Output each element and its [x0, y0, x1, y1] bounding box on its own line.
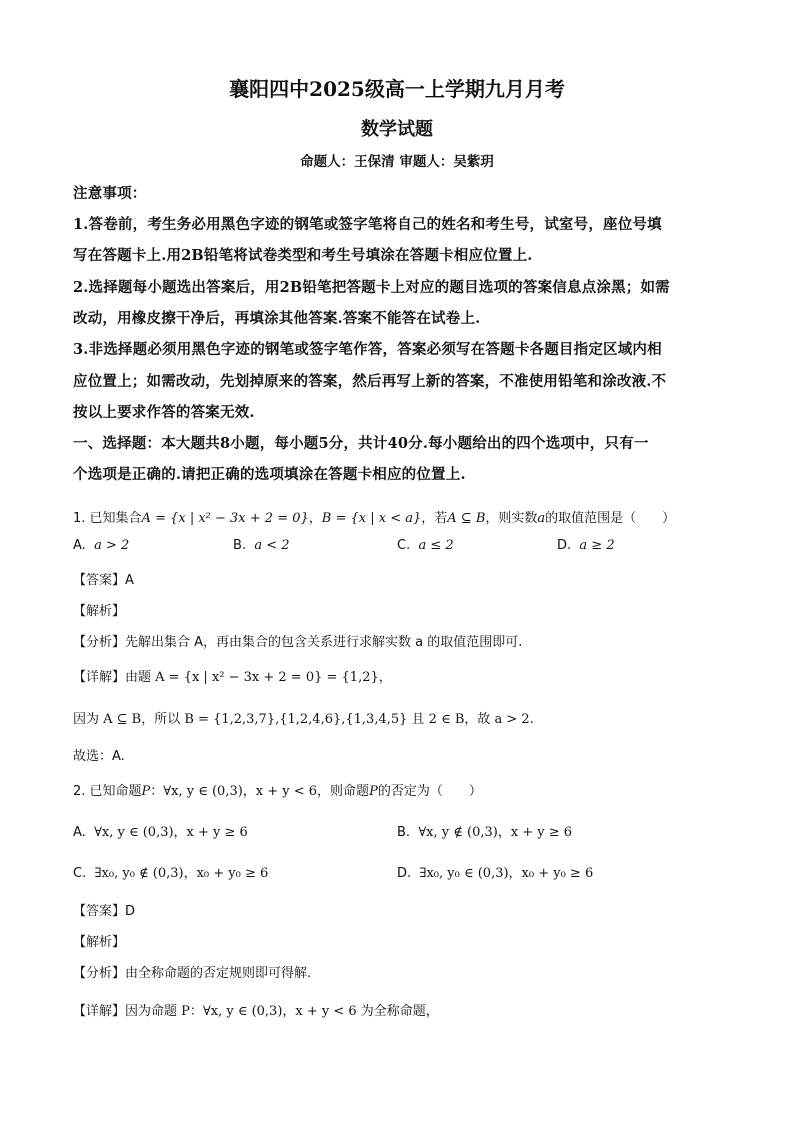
q2-option-c	[73, 862, 268, 881]
notice-line: 改动，用橡皮擦干净后，再填涂其他答案.答案不能答在试卷上.	[73, 310, 481, 327]
q2-detail	[73, 1000, 439, 1019]
exam-subtitle: 数学试题	[361, 119, 433, 140]
notice-line: 写在答题卡上.用2B铅笔将试卷类型和考生号填涂在答题卡相应位置上.	[73, 247, 533, 264]
option-text: ∀x, y ∈ (0,3)，x + y ≥ 6	[94, 825, 248, 840]
q2-p: P	[141, 784, 151, 799]
option-label: D.	[557, 538, 572, 553]
option-label: B.	[397, 825, 411, 840]
notice-line: 按以上要求作答的答案无效.	[73, 404, 255, 421]
notice-line: 2.选择题每小题选出答案后，用2B铅笔把答题卡上对应的题目选项的答案信息点涂黑；如需	[73, 279, 670, 296]
q1-choose: 故选：A.	[73, 749, 125, 764]
option-text: a > 2	[94, 538, 130, 553]
q1-detail-1	[73, 666, 392, 685]
fenxi-tag: 【分析】	[73, 966, 126, 981]
notice-line: 3.非选择题必须用黑色字迹的钢笔或签字笔作答，答案必须写在答题卡各题目指定区域内相	[73, 341, 662, 358]
q1-subset: A ⊆ B	[447, 511, 486, 526]
notice-heading: 注意事项：	[73, 185, 147, 202]
section-heading: 个选项是正确的.请把正确的选项填涂在答题卡相应的位置上.	[73, 466, 466, 483]
q1-analysis-tag: 【解析】	[73, 604, 126, 619]
question-1-stem	[73, 507, 675, 526]
q2-option-b	[397, 821, 572, 840]
option-label: B.	[233, 538, 247, 553]
answer-value: A	[125, 573, 134, 588]
q1-answer	[73, 569, 134, 588]
detail-text: 因为 A ⊆ B，所以 B = {1,2,3,7},{1,2,4,6},{1,3,4,5} 且 2 ∈ B，故 a > 2.	[73, 712, 534, 727]
detail-tag: 【详解】	[73, 1004, 126, 1019]
detail-text: 由题 A = {x | x² − 3x + 2 = 0} = {1,2}，	[125, 670, 392, 685]
answer-tag: 【答案】	[73, 573, 126, 588]
notice-line: 应位置上；如需改动，先划掉原来的答案，然后再写上新的答案，不准使用铅笔和涂改液.不	[73, 373, 667, 390]
q1-mid: ，若	[421, 511, 448, 526]
notice-line: 1.答卷前，考生务必用黑色字迹的钢笔或签字笔将自己的姓名和考生号，试室号，座位号填	[73, 216, 662, 233]
option-label: D.	[397, 866, 412, 881]
q2-stem1: ：∀x, y ∈ (0,3)，x + y < 6，则命题	[150, 784, 370, 799]
q1-prefix: 1. 已知集合	[73, 511, 142, 526]
q2-fenxi	[73, 962, 311, 981]
fenxi-tag: 【分析】	[73, 635, 126, 650]
fenxi-text: 先解出集合 A，再由集合的包含关系进行求解实数 a 的取值范围即可.	[125, 635, 523, 650]
q1-set-a: A = {x | x² − 3x + 2 = 0}	[141, 511, 309, 526]
q1-suffix: ，则实数	[485, 511, 538, 526]
option-text: ∃x₀, y₀ ∉ (0,3)，x₀ + y₀ ≥ 6	[94, 866, 269, 881]
option-label: A.	[73, 538, 86, 553]
q2-stem2: 的否定为（ ）	[377, 784, 482, 799]
q1-option-a	[73, 538, 129, 553]
question-2-stem	[73, 780, 482, 799]
q1-fenxi	[73, 631, 522, 650]
q1-set-b: B = {x | x < a}	[321, 511, 422, 526]
q2-p-2: P	[369, 784, 378, 799]
q2-analysis-tag: 【解析】	[73, 935, 126, 950]
q1-var: a	[537, 511, 546, 526]
option-text: a ≥ 2	[579, 538, 615, 553]
detail-tag: 【详解】	[73, 670, 126, 685]
option-text: ∃x₀, y₀ ∈ (0,3)，x₀ + y₀ ≥ 6	[419, 866, 594, 881]
option-text: a ≤ 2	[418, 538, 454, 553]
option-label: C.	[397, 538, 411, 553]
q1-comma: ，	[308, 511, 322, 526]
section-heading: 一、选择题：本大题共8小题，每小题5分，共计40分.每小题给出的四个选项中，只有一	[73, 435, 649, 452]
option-label: C.	[73, 866, 87, 881]
answer-value: D	[125, 904, 136, 919]
option-label: A.	[73, 825, 86, 840]
detail-text: 因为命题 P：∀x, y ∈ (0,3)，x + y < 6 为全称命题，	[125, 1004, 439, 1019]
option-text: ∀x, y ∉ (0,3)，x + y ≥ 6	[418, 825, 573, 840]
q2-answer	[73, 900, 135, 919]
q2-prefix: 2. 已知命题	[73, 784, 142, 799]
q1-option-b	[233, 538, 290, 553]
answer-tag: 【答案】	[73, 904, 126, 919]
fenxi-text: 由全称命题的否定规则即可得解.	[125, 966, 312, 981]
option-text: a < 2	[254, 538, 290, 553]
q1-option-d	[557, 538, 615, 553]
q1-option-c	[397, 538, 454, 553]
q1-detail-2	[73, 708, 534, 727]
exam-title: 襄阳四中2025级高一上学期九月月考	[229, 77, 565, 101]
q1-tail: 的取值范围是（ ）	[545, 511, 676, 526]
exam-authors: 命题人：王保清 审题人：吴紫玥	[300, 154, 494, 170]
q2-option-a	[73, 821, 248, 840]
q2-option-d	[397, 862, 593, 881]
